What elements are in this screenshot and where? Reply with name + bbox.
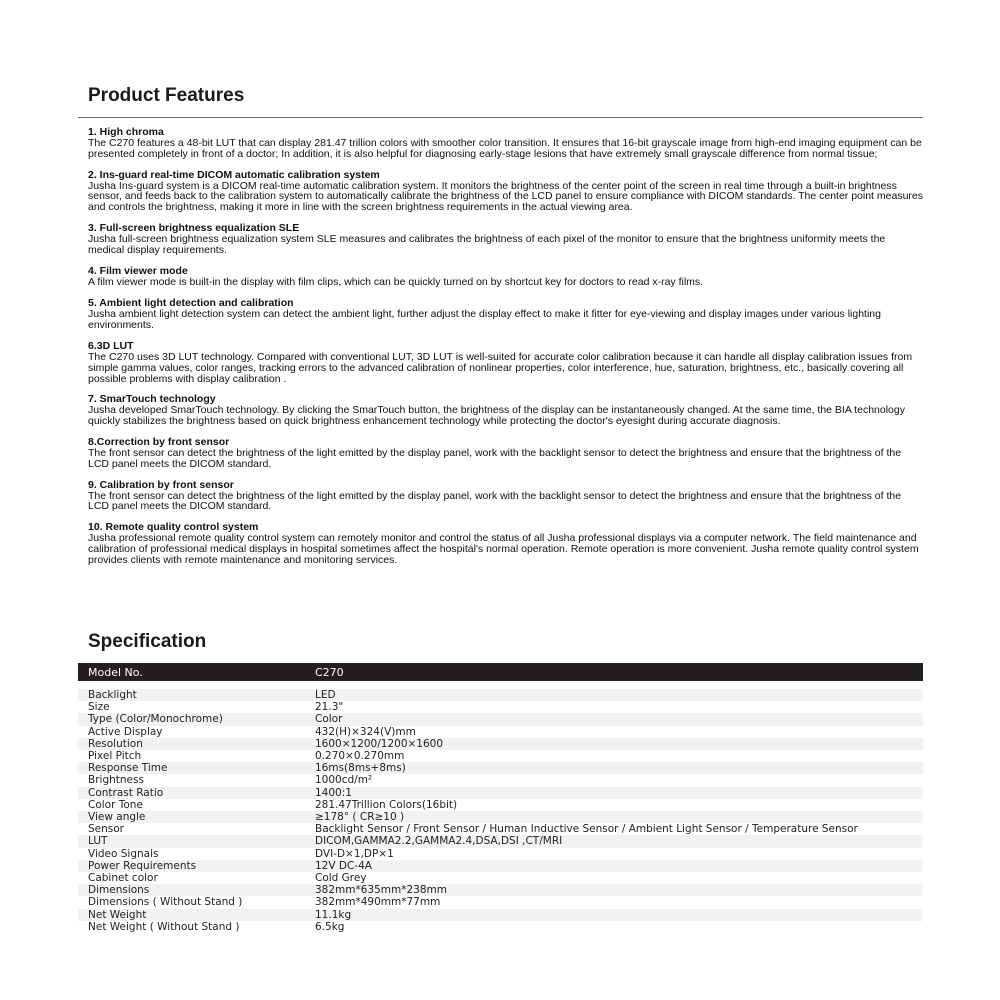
spec-table <box>78 663 923 933</box>
spec-key: Resolution <box>78 738 315 750</box>
spec-header-value: C270 <box>315 663 923 681</box>
spec-row <box>78 896 923 908</box>
spec-key: LUT <box>78 835 315 847</box>
feature-title: 10. Remote quality control system <box>88 521 259 534</box>
feature-body: Jusha ambient light detection system can detect the ambient light, further adjust the display effect to make it fitter for eye-viewing and display images under various lighting environments. <box>88 308 881 332</box>
spec-value: 12V DC-4A <box>315 860 923 872</box>
spec-key: Video Signals <box>78 848 315 860</box>
spec-value: Cold Grey <box>315 872 923 884</box>
spec-value: 382mm*490mm*77mm <box>315 896 923 908</box>
spec-row <box>78 823 923 835</box>
spec-key: Size <box>78 701 315 713</box>
spec-value: ≥178° ( CR≥10 ) <box>315 811 923 823</box>
feature-item <box>88 223 923 256</box>
spec-value: 11.1kg <box>315 909 923 921</box>
spec-value: 382mm*635mm*238mm <box>315 884 923 896</box>
spec-key: Brightness <box>78 774 315 786</box>
spec-header-key: Model No. <box>78 663 315 681</box>
spec-row <box>78 860 923 872</box>
spec-title: Specification <box>88 631 207 652</box>
spec-value: LED <box>315 689 923 701</box>
feature-title: 4. Film viewer mode <box>88 264 188 277</box>
spec-key: Power Requirements <box>78 860 315 872</box>
spec-row <box>78 738 923 750</box>
feature-body: Jusha developed SmarTouch technology. By clicking the SmarTouch button, the brightness of the display can be instantaneously changed. At the same time, the BIA technology quickly stabilizes the brightness based on quick brightness enhancement technology while protecting the doctor's eyesight during accurate diagnosis. <box>88 404 905 428</box>
spec-key: Dimensions ( Without Stand ) <box>78 896 315 908</box>
feature-title: 3. Full-screen brightness equalization SLE <box>88 221 300 234</box>
spec-value: DVI-D×1,DP×1 <box>315 848 923 860</box>
spec-row <box>78 787 923 799</box>
page-header <box>88 84 923 108</box>
feature-title: 5. Ambient light detection and calibration <box>88 297 294 310</box>
feature-title: 7. SmarTouch technology <box>88 393 216 406</box>
feature-item <box>88 341 923 384</box>
spec-value: 281.47Trillion Colors(16bit) <box>315 799 923 811</box>
feature-title: 8.Correction by front sensor <box>88 435 230 448</box>
spec-value: 6.5kg <box>315 921 923 933</box>
spec-row <box>78 835 923 847</box>
spec-value: 16ms(8ms+8ms) <box>315 762 923 774</box>
spec-key: Response Time <box>78 762 315 774</box>
feature-title: 9. Calibration by front sensor <box>88 478 234 491</box>
feature-body: The C270 features a 48-bit LUT that can display 281.47 trillion colors with smoother color transition. It ensures that 16-bit grayscale image from high-end imaging equipment can be presented completely in front of a doctor; In addition, it is also helpful for diagnosing early-stage lesions that have extremely small grayscale difference from normal tissue; <box>88 137 922 160</box>
feature-title: 1. High chroma <box>88 126 164 138</box>
spec-row <box>78 726 923 738</box>
spec-row <box>78 762 923 774</box>
feature-item <box>88 522 923 565</box>
spec-row <box>78 909 923 921</box>
spec-row <box>78 884 923 896</box>
spec-spacer <box>78 681 923 689</box>
feature-list <box>88 127 923 576</box>
spec-key: Pixel Pitch <box>78 750 315 762</box>
spec-row <box>78 872 923 884</box>
spec-key: Net Weight <box>78 909 315 921</box>
spec-key: Type (Color/Monochrome) <box>78 713 315 725</box>
feature-item <box>88 266 923 288</box>
spec-row <box>78 921 923 933</box>
spec-value: 432(H)×324(V)mm <box>315 726 923 738</box>
feature-title: 2. Ins-guard real-time DICOM automatic calibration system <box>88 168 380 181</box>
spec-row <box>78 689 923 701</box>
spec-key: Active Display <box>78 726 315 738</box>
feature-item <box>88 298 923 331</box>
title-divider <box>78 117 923 118</box>
spec-key: Color Tone <box>78 799 315 811</box>
feature-item <box>88 170 923 213</box>
spec-value: 0.270×0.270mm <box>315 750 923 762</box>
spec-value: 1600×1200/1200×1600 <box>315 738 923 750</box>
spec-key: Net Weight ( Without Stand ) <box>78 921 315 933</box>
spec-row <box>78 811 923 823</box>
feature-item <box>88 437 923 470</box>
spec-row <box>78 848 923 860</box>
spec-value: 1400:1 <box>315 787 923 799</box>
spec-row <box>78 750 923 762</box>
spec-row <box>78 713 923 725</box>
spec-header-row <box>78 663 923 681</box>
spec-value: Color <box>315 713 923 725</box>
spec-key: Sensor <box>78 823 315 835</box>
feature-body: A film viewer mode is built-in the display with film clips, which can be quickly turned on by shortcut key for doctors to read x-ray films. <box>88 275 704 288</box>
page-title: Product Features <box>88 85 245 106</box>
spec-row <box>78 701 923 713</box>
feature-title: 6.3D LUT <box>88 339 134 352</box>
feature-item <box>88 394 923 427</box>
feature-item <box>88 127 923 160</box>
spec-value: 21.3" <box>315 701 923 713</box>
spec-value: DICOM,GAMMA2.2,GAMMA2.4,DSA,DSI ,CT/MRI <box>315 835 923 847</box>
spec-value: Backlight Sensor / Front Sensor / Human Inductive Sensor / Ambient Light Sensor / Temperature Sensor <box>315 823 923 835</box>
spec-key: Backlight <box>78 689 315 701</box>
spec-key: Dimensions <box>78 884 315 896</box>
feature-body: Jusha professional remote quality control system can remotely monitor and control the status of all Jusha professional displays via a computer network. The field maintenance and calibration of professional medical displays in hospital sometimes affect the hospital's normal operation. Remote operation is more convenient. Jusha remote quality control system provides clients with remote maintenance and monitoring services. <box>88 532 919 566</box>
feature-item <box>88 480 923 513</box>
feature-body: The front sensor can detect the brightness of the light emitted by the display panel, work with the backlight sensor to detect the brightness and ensure that the brightness of the LCD panel meets the DICOM standard. <box>88 446 902 470</box>
spec-row <box>78 799 923 811</box>
feature-body: The front sensor can detect the brightness of the light emitted by the display panel, work with the backlight sensor to detect the brightness and ensure that the brightness of the LCD panel meets the DICOM standard. <box>88 489 902 513</box>
spec-key: Cabinet color <box>78 872 315 884</box>
spec-row <box>78 774 923 786</box>
feature-body: Jusha Ins-guard system is a DICOM real-time automatic calibration system. It monitors the brightness of the center point of the screen in real time through a built-in brightness sensor, and feeds back to the calibration system to automatically calibrate the brightness of the LCD panel to ensure compliance with DICOM standards. The center point measures and controls the brightness, making it more in line with the screen brightness requirements in the actual viewing area. <box>88 179 923 214</box>
spec-key: View angle <box>78 811 315 823</box>
spec-key: Contrast Ratio <box>78 787 315 799</box>
feature-body: Jusha full-screen brightness equalization system SLE measures and calibrates the brightness of each pixel of the monitor to ensure that the brightness uniformity meets the medical display requirements. <box>88 232 886 256</box>
feature-body: The C270 uses 3D LUT technology. Compared with conventional LUT, 3D LUT is well-suited for accurate color calibration because it can handle all display calibration issues from simple gamma values, color ranges, tracking errors to the advanced calibration of nonlinear properties, color interference, hue, saturation, brightness, etc., basically covering all possible problems with display calibration . <box>88 350 913 385</box>
spec-value: 1000cd/m² <box>315 774 923 786</box>
